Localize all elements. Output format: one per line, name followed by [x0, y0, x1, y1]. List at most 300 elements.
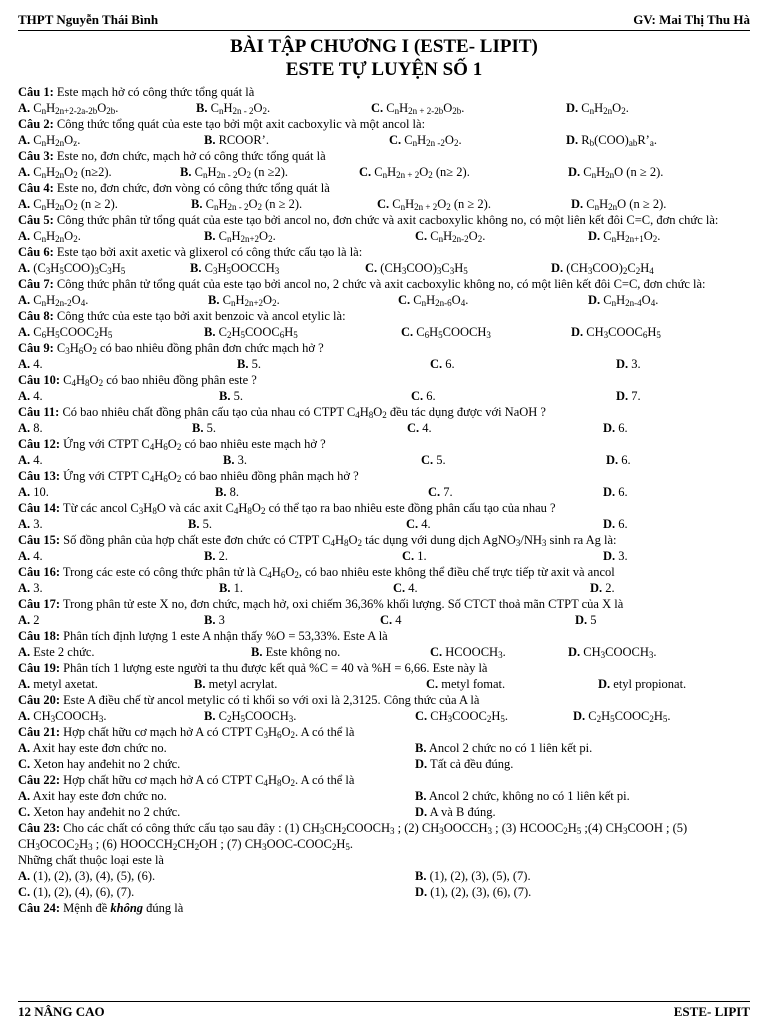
question-text: Công thức tổng quát của este tạo bởi một axit cacboxylic và một ancol là: [53, 117, 426, 131]
question-stem [18, 628, 750, 644]
option-text: Axit hay este đơn chức no. [30, 741, 167, 755]
answer-option [415, 228, 485, 244]
answer-options [18, 100, 750, 116]
answer-option [551, 260, 654, 276]
option-text: $(CH_3COO)_2C_2H_4$ [563, 261, 654, 276]
option-text: 4. [418, 517, 431, 531]
option-letter: A. [18, 869, 31, 883]
answer-option [603, 516, 628, 532]
option-text: $C_nH_{2n-6}O_4$. [410, 293, 469, 308]
question-text: $C_4H_8O_2$ có bao nhiêu đồng phân este ? [60, 373, 257, 388]
option-letter: C. [415, 229, 428, 243]
question-stem [18, 212, 750, 228]
answer-option [18, 292, 88, 308]
option-letter: B. [204, 133, 216, 147]
option-letter: A. [18, 101, 31, 115]
option-text: Este không no. [262, 645, 341, 659]
option-text: $HCOOCH_3$. [442, 645, 506, 660]
answer-options [18, 804, 750, 820]
option-text: $(C_3H_5COO)_3C_3H_5$ [30, 261, 126, 276]
question-text: đúng là [143, 901, 184, 915]
question-stem [18, 724, 750, 740]
answer-option [571, 324, 661, 340]
option-letter: A. [18, 389, 31, 403]
answer-option [568, 644, 657, 660]
option-text: Ancol 2 chức no có 1 liên kết pi. [426, 741, 593, 755]
option-text: Ancol 2 chức, không no có 1 liên kết pi. [426, 789, 630, 803]
answer-option [603, 484, 628, 500]
answer-option [18, 756, 180, 772]
option-text: 4. [419, 421, 432, 435]
option-letter: B. [204, 709, 216, 723]
option-letter: D. [616, 389, 629, 403]
answer-options [18, 708, 750, 724]
option-text: 2. [215, 549, 228, 563]
answer-option [398, 292, 468, 308]
answer-options [18, 740, 750, 756]
question-number: Câu 14: [18, 501, 61, 515]
question-text: Cho các chất có công thức cấu tạo sau đây : (1) $CH_3CH_2COOCH_3$ ; (2) $CH_3OOCCH_3$ ; (3) $HCOOC_2H_5$ ;(4) $CH_3COOH$ ; (5) $CH_3OCOC_2H_3$ ; (6) $HOOCCH_2CH_2OH$ ; (7) $CH_3OOC-COOC_2H_5$. [18, 821, 688, 852]
question-number: Câu 20: [18, 693, 61, 707]
answer-option [219, 388, 243, 404]
answer-option [415, 756, 513, 772]
question-text: Ứng với CTPT $C_4H_6O_2$ có bao nhiêu đồng phân mạch hở ? [60, 469, 359, 484]
question-text: Công thức phân tử tổng quát của este tạo bởi ancol no, đơn chức và axit cacboxylic không no, có một liên kết đôi C=C, đơn chức là: [53, 213, 719, 227]
question-stem [18, 500, 750, 516]
answer-option [204, 228, 276, 244]
option-letter: A. [18, 485, 31, 499]
answer-option [389, 132, 462, 148]
question-stem [18, 148, 750, 164]
answer-option [18, 164, 112, 180]
answer-option [192, 420, 216, 436]
answer-option [18, 388, 43, 404]
option-letter: C. [407, 421, 420, 435]
answer-options [18, 132, 750, 148]
option-text: 10. [30, 485, 49, 499]
answer-option [377, 196, 491, 212]
option-text: $R_b(COO)_{ab}R’_a$. [578, 133, 657, 148]
option-letter: D. [566, 101, 579, 115]
answer-option [359, 164, 470, 180]
answer-option [208, 292, 280, 308]
question-text: Este no, đơn chức, mạch hở có công thức tổng quát là [53, 149, 326, 163]
option-text: $C_2H_5COOCH_3$. [215, 709, 297, 724]
question-number: Câu 15: [18, 533, 61, 547]
question-number: Câu 8: [18, 309, 54, 323]
question-number: Câu 4: [18, 181, 54, 195]
option-text: A và B đúng. [427, 805, 496, 819]
option-letter: A. [18, 453, 31, 467]
answer-options [18, 356, 750, 372]
option-text: 3 [215, 613, 225, 627]
option-letter: C. [428, 485, 441, 499]
question-number: Câu 17: [18, 597, 61, 611]
option-letter: B. [251, 645, 263, 659]
option-letter: C. [359, 165, 372, 179]
answer-option [251, 644, 340, 660]
answer-option [406, 516, 431, 532]
option-letter: C. [415, 709, 428, 723]
question-stem [18, 564, 750, 580]
answer-options [18, 196, 750, 212]
question-number: Câu 7: [18, 277, 54, 291]
option-text: 2 [30, 613, 40, 627]
option-letter: D. [568, 645, 581, 659]
option-text: 7. [440, 485, 453, 499]
option-letter: A. [18, 581, 31, 595]
option-text: 2. [602, 581, 615, 595]
option-letter: A. [18, 197, 31, 211]
question-text: Este no, đơn chức, đơn vòng có công thức tổng quát là [53, 181, 330, 195]
answer-options [18, 420, 750, 436]
answer-option [590, 580, 615, 596]
answer-option [18, 260, 125, 276]
question-stem [18, 84, 750, 100]
question-stem [18, 436, 750, 452]
option-text: $C_nH_{2n}O_2$ (n ≥ 2). [30, 197, 118, 212]
answer-option [18, 676, 98, 692]
answer-options [18, 884, 750, 900]
answer-option [603, 548, 628, 564]
answer-option [18, 884, 134, 900]
option-text: Xeton hay anđehit no 2 chức. [30, 757, 181, 771]
question-number: Câu 2: [18, 117, 54, 131]
option-letter: D. [415, 885, 428, 899]
question-number: Câu 23: [18, 821, 61, 835]
option-text: $CH_3COOCH_3$. [30, 709, 107, 724]
question-number: Câu 10: [18, 373, 61, 387]
option-text: 3. [615, 549, 628, 563]
option-text: metyl fomat. [438, 677, 506, 691]
option-letter: B. [190, 261, 202, 275]
answer-option [430, 644, 506, 660]
option-letter: B. [204, 229, 216, 243]
answer-option [415, 708, 508, 724]
question-number: Câu 19: [18, 661, 61, 675]
option-letter: A. [18, 357, 31, 371]
option-letter: B. [219, 581, 231, 595]
option-letter: C. [377, 197, 390, 211]
question-stem [18, 532, 750, 548]
question-stem [18, 692, 750, 708]
answer-option [426, 676, 505, 692]
question-text: Mệnh đề [60, 901, 111, 915]
answer-option [180, 164, 288, 180]
answer-option [18, 420, 43, 436]
answer-options [18, 228, 750, 244]
option-letter: A. [18, 677, 31, 691]
option-letter: D. [571, 197, 584, 211]
option-text: 5. [230, 389, 243, 403]
question-number: Câu 22: [18, 773, 61, 787]
option-letter: B. [208, 293, 220, 307]
question-text: Phân tích 1 lượng este người ta thu được kết quả %C = 40 và %H = 6,66. Este này là [60, 661, 488, 675]
question-number: Câu 3: [18, 149, 54, 163]
option-letter: A. [18, 613, 31, 627]
option-text: 6. [618, 453, 631, 467]
question-stem [18, 820, 750, 852]
option-letter: C. [380, 613, 393, 627]
option-text: 7. [628, 389, 641, 403]
question-number: Câu 24: [18, 901, 61, 915]
question-text: Hợp chất hữu cơ mạch hở A có CTPT $C_4H_8O_2$. A có thể là [60, 773, 355, 788]
answer-option [18, 868, 155, 884]
option-text: 3. [30, 517, 43, 531]
page-subtitle: ESTE TỰ LUYỆN SỐ 1 [285, 59, 483, 80]
option-text: $C_6H_5COOC_2H_5$ [30, 325, 113, 340]
option-text: $C_nH_{2n + 2}O_2$ (n ≥ 2). [389, 197, 491, 212]
question-stem [18, 340, 750, 356]
answer-option [371, 100, 464, 116]
answer-options [18, 756, 750, 772]
option-text: 3. [628, 357, 641, 371]
question-stem [18, 772, 750, 788]
answer-option [18, 132, 80, 148]
option-text: 1. [414, 549, 427, 563]
answer-option [616, 388, 641, 404]
option-text: 8. [30, 421, 43, 435]
option-text: etyl propionat. [610, 677, 687, 691]
option-letter: C. [393, 581, 406, 595]
option-letter: C. [430, 357, 443, 371]
answer-option [18, 580, 43, 596]
option-letter: C. [18, 805, 31, 819]
option-text: 4. [30, 389, 43, 403]
answer-options [18, 548, 750, 564]
option-text: (1), (2), (3), (6), (7). [427, 885, 532, 899]
question-text: Trong phân tử este X no, đơn chức, mạch hở, oxi chiếm 36,36% khối lượng. Số CTCT thoả mãn CTPT của X là [60, 597, 624, 611]
option-text: $C_nH_{2n}O_2$. [30, 229, 81, 244]
option-text: $CH_3COOC_6H_5$ [583, 325, 661, 340]
option-letter: B. [194, 677, 206, 691]
answer-option [18, 644, 95, 660]
answer-options [18, 260, 750, 276]
question-stem [18, 468, 750, 484]
answer-option [393, 580, 418, 596]
option-letter: B. [180, 165, 192, 179]
answer-option [411, 388, 436, 404]
answer-options [18, 324, 750, 340]
question-text: Este tạo bởi axit axetic và glixerol có công thức cấu tạo là là: [53, 245, 363, 259]
answer-options [18, 676, 750, 692]
question-stem [18, 308, 750, 324]
option-letter: B. [237, 357, 249, 371]
answer-option [204, 708, 296, 724]
question-stem [18, 596, 750, 612]
answer-option [571, 196, 666, 212]
answer-option [18, 788, 167, 804]
option-text: $(CH_3COO)_3C_3H_5$ [377, 261, 468, 276]
emphasis-text: không [110, 901, 144, 915]
option-letter: B. [415, 869, 427, 883]
option-letter: D. [616, 357, 629, 371]
question-stem [18, 660, 750, 676]
option-letter: D. [573, 709, 586, 723]
option-letter: D. [598, 677, 611, 691]
option-letter: A. [18, 325, 31, 339]
question-text: Công thức của este tạo bởi axit benzoic và ancol etylic là: [53, 309, 346, 323]
answer-options [18, 612, 750, 628]
option-text: $C_nH_{2n+2-2a-2b}O_{2b}$. [30, 101, 119, 116]
option-letter: D. [575, 613, 588, 627]
question-number: Câu 21: [18, 725, 61, 739]
option-text: 5. [248, 357, 261, 371]
option-text: Axit hay este đơn chức no. [30, 789, 167, 803]
option-text: Este 2 chức. [30, 645, 95, 659]
option-text: $C_nH_{2n + 2-2b}O_{2b}$. [383, 101, 465, 116]
option-letter: D. [415, 805, 428, 819]
answer-option [194, 676, 277, 692]
answer-option [18, 548, 43, 564]
answer-option [380, 612, 402, 628]
option-text: Tất cả đều đúng. [427, 757, 514, 771]
option-letter: B. [196, 101, 208, 115]
question-stem [18, 244, 750, 260]
option-text: 4. [30, 357, 43, 371]
question-text: Este A điều chế từ ancol metylic có tỉ khối so với oxi là 2,3125. Công thức của A là [60, 693, 480, 707]
option-text: $C_nH_{2n - 2}O_2$. [207, 101, 271, 116]
answer-options [18, 164, 750, 180]
teacher-name: GV: Mai Thị Thu Hà [633, 12, 750, 27]
answer-option [18, 228, 81, 244]
answer-option [18, 516, 43, 532]
option-text: $C_nH_{2n - 2}O_2$ (n ≥ 2). [202, 197, 303, 212]
option-text: 6. [615, 485, 628, 499]
option-letter: A. [18, 421, 31, 435]
question-number: Câu 6: [18, 245, 54, 259]
option-letter: C. [426, 677, 439, 691]
option-letter: A. [18, 645, 31, 659]
question-number: Câu 16: [18, 565, 61, 579]
option-letter: B. [415, 741, 427, 755]
question-text: Có bao nhiêu chất đồng phân cấu tạo của nhau có CTPT $C_4H_8O_2$ đều tác dụng được với NaOH ? [59, 405, 546, 420]
answer-option [18, 324, 112, 340]
option-text: 4 [392, 613, 402, 627]
question-number: Câu 1: [18, 85, 54, 99]
option-text: 6. [442, 357, 455, 371]
question-stem [18, 180, 750, 196]
option-letter: C. [406, 517, 419, 531]
question-text: Số đồng phân của hợp chất este đơn chức có CTPT $C_4H_8O_2$ tác dụng với dung dịch $AgNO_3/NH_3$ sinh ra Ag là: [60, 533, 617, 548]
option-text: $CH_3COOC_2H_5$. [427, 709, 509, 724]
answer-option [18, 740, 167, 756]
option-letter: A. [18, 741, 31, 755]
option-letter: B. [204, 325, 216, 339]
option-letter: D. [568, 165, 581, 179]
answer-option [223, 452, 247, 468]
question-text: Phân tích định lượng 1 este A nhận thấy %O = 53,33%. Este A là [60, 629, 388, 643]
answer-option [415, 804, 496, 820]
option-text: $C_nH_{2n - 2}O_2$ (n ≥2). [191, 165, 289, 180]
answer-option [598, 676, 686, 692]
option-text: $C_nH_{2n}O$ (n ≥ 2). [580, 165, 664, 180]
option-text: $C_nH_{2n}O_z$. [30, 133, 81, 148]
answer-option [415, 788, 630, 804]
answer-option [402, 548, 427, 564]
answer-options [18, 788, 750, 804]
answer-option [18, 708, 107, 724]
answer-option [566, 132, 657, 148]
option-letter: B. [415, 789, 427, 803]
option-letter: B. [204, 549, 216, 563]
page-footer [18, 1001, 750, 1020]
option-text: 1. [230, 581, 243, 595]
question-text: Trong các este có công thức phân tử là $C_4H_6O_2$, có bao nhiêu este không thể điều chế trực tiếp từ axit và ancol [60, 565, 615, 580]
option-letter: B. [219, 389, 231, 403]
question-stem [18, 404, 750, 420]
answer-option [606, 452, 631, 468]
answer-option [18, 612, 40, 628]
answer-option [575, 612, 597, 628]
answer-option [215, 484, 239, 500]
answer-options [18, 452, 750, 468]
answer-option [204, 324, 298, 340]
option-letter: B. [223, 453, 235, 467]
question-number: Câu 9: [18, 341, 54, 355]
answer-options [18, 868, 750, 884]
page-title: BÀI TẬP CHƯƠNG I (ESTE- LIPIT) [230, 36, 538, 57]
answer-option [415, 740, 592, 756]
option-text: $C_nH_{2n-2}O_2$. [427, 229, 486, 244]
option-text: Xeton hay anđehit no 2 chức. [30, 805, 181, 819]
option-text: $C_nH_{2n}O_2$ (n≥2). [30, 165, 112, 180]
option-text: 5. [203, 421, 216, 435]
option-text: 4. [405, 581, 418, 595]
question-text: Este mạch hở có công thức tổng quát là [53, 85, 255, 99]
question-text: Những chất thuộc loại este là [18, 853, 164, 867]
option-letter: C. [18, 885, 31, 899]
option-text: (1), (2), (3), (4), (5), (6). [30, 869, 156, 883]
option-letter: D. [603, 421, 616, 435]
answer-option [18, 196, 118, 212]
answer-option [415, 884, 531, 900]
option-text: 5. [433, 453, 446, 467]
answer-option [566, 100, 629, 116]
option-letter: D. [603, 485, 616, 499]
answer-option [588, 292, 658, 308]
option-text: $C_nH_{2n}O$ (n ≥ 2). [583, 197, 667, 212]
option-letter: C. [389, 133, 402, 147]
option-letter: C. [365, 261, 378, 275]
question-stem [18, 900, 750, 916]
answer-option [430, 356, 455, 372]
option-letter: A. [18, 229, 31, 243]
option-text: $C_nH_{2n+1}O_2$. [600, 229, 661, 244]
option-text: 5 [587, 613, 597, 627]
option-letter: D. [603, 517, 616, 531]
option-text: 3. [234, 453, 247, 467]
option-text: $C_nH_{2n}O_2$. [578, 101, 629, 116]
question-list [18, 84, 750, 916]
option-text: (1), (2), (4), (6), (7). [30, 885, 135, 899]
option-letter: A. [18, 709, 31, 723]
option-text: 6. [423, 389, 436, 403]
option-text: metyl axetat. [30, 677, 98, 691]
answer-options [18, 388, 750, 404]
question-text: $C_3H_6O_2$ có bao nhiêu đồng phân đơn chức mạch hở ? [53, 341, 324, 356]
option-letter: C. [411, 389, 424, 403]
option-letter: A. [18, 293, 31, 307]
option-text: 4. [30, 453, 43, 467]
question-number: Câu 18: [18, 629, 61, 643]
option-text: $C_nH_{2n-2}O_4$. [30, 293, 89, 308]
answer-option [204, 132, 269, 148]
option-text: 5. [199, 517, 212, 531]
option-letter: B. [188, 517, 200, 531]
question-number: Câu 12: [18, 437, 61, 451]
question-text: Từ các ancol $C_3H_8O$ và các axit $C_4H_8O_2$ có thể tạo ra bao nhiêu este đồng phân cấu tạo của nhau ? [60, 501, 556, 516]
